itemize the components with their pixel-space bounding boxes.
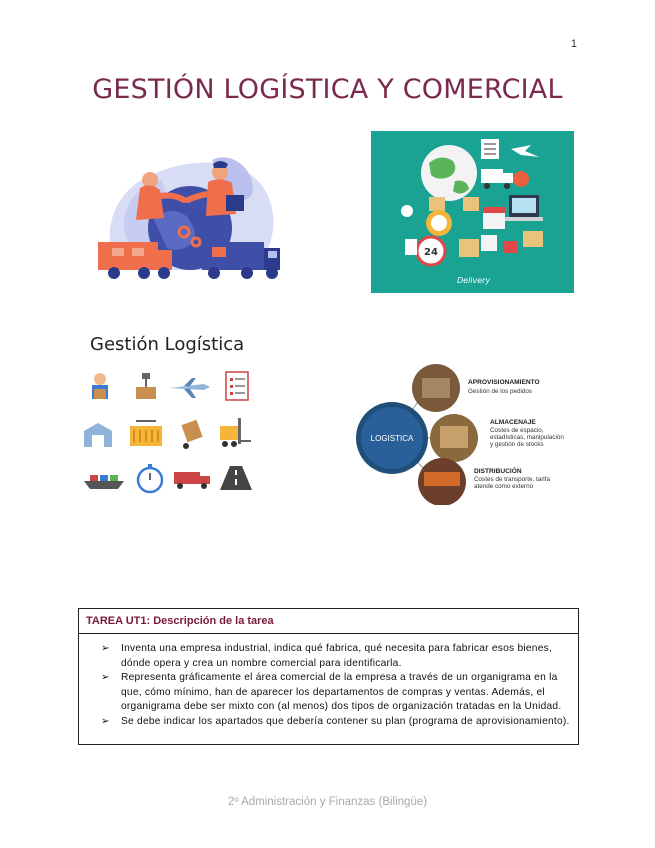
delivery-caption: Delivery <box>457 276 491 285</box>
task-item <box>101 642 578 671</box>
task-item-text: Representa gráficamente el área comercial de la empresa a través de un organigrama en la que, cómo mínimo, han de aparecer los departamentos de compras y ventas. Además, el organigrama debe ser mixto con (al menos) dos tipos de organización tratadas en la Unidad. <box>121 672 562 712</box>
container-icon <box>130 420 162 446</box>
checklist-icon <box>226 372 248 400</box>
logistica-item-desc: estadísticas, manipulación <box>490 434 564 441</box>
logistica-item-desc: y gestión de stocks <box>490 441 544 448</box>
svg-text:24: 24 <box>424 247 438 258</box>
logistica-item-desc: Costes de transporte, tarifa <box>474 476 550 483</box>
logistica-item-desc: Costes de espacio, <box>490 427 544 434</box>
task-item-text: Se debe indicar los apartados que debería contener su plan (programa de aprovisionamiento). <box>121 715 570 727</box>
page-number: 1 <box>570 38 577 50</box>
forklift-icon <box>220 418 251 447</box>
arrow-bullet-icon: ➢ <box>101 643 110 654</box>
task-item <box>101 715 578 730</box>
arrow-bullet-icon: ➢ <box>101 715 110 727</box>
task-list <box>79 634 578 729</box>
logistica-item-desc: Gestión de los pedidos <box>468 388 533 395</box>
stopwatch-icon <box>138 464 162 492</box>
delivery-icons-illustration <box>371 131 574 293</box>
arrow-bullet-icon: ➢ <box>101 672 110 683</box>
truck-icon <box>174 472 210 489</box>
gestion-logistica-title: Gestión Logística <box>90 334 245 355</box>
task-item <box>101 671 578 715</box>
logistica-center-label: LOGISTICA <box>370 434 414 443</box>
task-item-text: Inventa una empresa industrial, indica qué fabrica, qué necesita para fabricar esos bienes, dónde opera y crea un nombre comercial para identificarla. <box>121 643 553 669</box>
hand-truck-icon <box>181 420 202 449</box>
worker-icon <box>92 373 108 399</box>
handshake-delivery-illustration <box>92 150 287 285</box>
logistica-diagram <box>350 360 570 505</box>
airplane-icon <box>170 378 210 398</box>
page-title: GESTIÓN LOGÍSTICA Y COMERCIAL <box>92 74 563 105</box>
page-footer: 2º Administración y Finanzas (Bilingüe) <box>227 796 428 808</box>
logistica-item-title: DISTRIBUCIÓN <box>474 468 522 475</box>
scale-icon <box>136 373 156 399</box>
task-header: TAREA UT1: Descripción de la tarea <box>79 609 578 634</box>
ship-icon <box>84 475 124 489</box>
logistica-item-title: APROVISIONAMIENTO <box>468 379 540 386</box>
task-box <box>78 608 579 745</box>
logistica-item-desc: atende como externo <box>474 483 534 490</box>
warehouse-icon <box>84 423 112 447</box>
gestion-logistica-icons <box>78 328 268 510</box>
logistica-item-title: ALMACENAJE <box>490 419 536 426</box>
road-icon <box>220 466 252 490</box>
